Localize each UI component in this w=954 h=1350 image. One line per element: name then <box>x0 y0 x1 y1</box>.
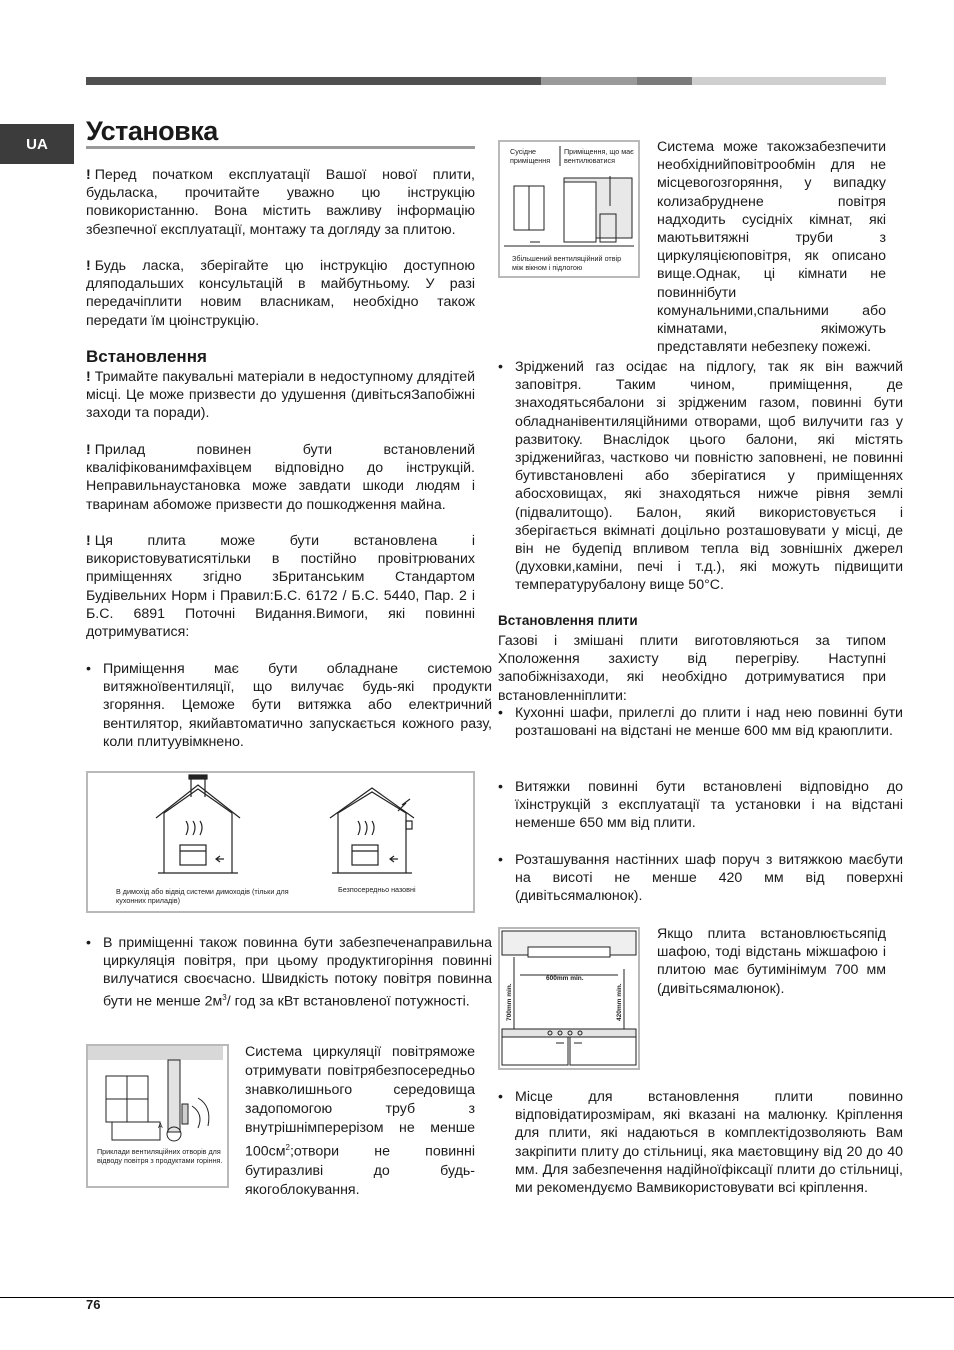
list-item: • В приміщенні також повинна бути забезпеченаправильна циркуляція повітря, при цьому продуктигоріння повинні вилучатися своєчасно. Швидкість потоку повітря повинна бути не менше $2м^3/$ год за кВт встановленої потужності. <box>86 935 492 1010</box>
paragraph-installation: Газові і змішані плити виготовляються за типом Xположення захисту від перегріву. Наступні запобіжнізаходи, які необхідно дотримуватися при встановленніплити: <box>498 633 886 704</box>
clearance-label-420: 420mm min. <box>616 983 623 1021</box>
list-item: • Розташування настінних шаф поруч з витяжкою маєбути на висоті не менше 420 мм від поверхні (дивітьсямалюнок). <box>498 852 903 905</box>
ventilation-figure-1 <box>86 771 475 913</box>
figure-label: Сусідне приміщення <box>510 147 551 165</box>
page-title: Установка <box>86 116 218 146</box>
figure-caption: Збільшений вентиляційний отвір між вікном і підлогою <box>512 254 622 272</box>
warning-icon: ! <box>86 533 91 549</box>
figure-caption: В димохід або відвід системи димоходів (тільки для кухонних приладів) <box>116 887 289 905</box>
footer-rule <box>0 1297 954 1298</box>
paragraph-circulation: Система циркуляції повітряможе отримувати повітрябезпосередньо знавколишнього середовища задопомогою труб з внутрішнімперерізом не менше $100см^2;отвори$ не повинні бутиразливі до будь-якогоблокування. <box>245 1044 475 1198</box>
figure-caption: Безпосередньо назовні <box>338 885 416 894</box>
clearance-label-700: 700mm min. <box>506 983 513 1021</box>
language-tab: UA <box>0 124 74 164</box>
warning-paragraph-2: ! Будь ласка, зберігайте цю інструкцію доступною дляподальших консультацій в майбутньому. У разі передачіплити новим власникам, необхідно також передати їм цюінструкцію. <box>86 258 475 329</box>
subsection-title: Встановлення плити <box>498 613 638 628</box>
paragraph-air-exchange-a <box>657 138 886 356</box>
clearance-label-600: 600mm min. <box>546 975 584 982</box>
list-item: • Кухонні шафи, прилеглі до плити і над нею повинні бути розташовані на відстані не менше 600 мм від краюплити. <box>498 705 903 740</box>
list-item: • Витяжки повинні бути встановлені відповідно до їхінструкцій з експлуатації та установки і на відстані неменше 650 мм від плити. <box>498 779 903 832</box>
figure-caption: Приклади вентиляційних отворів для відводу повітря з продуктами горіння. <box>97 1147 223 1165</box>
figure-label: Приміщення, що має вентилюватися <box>564 147 634 165</box>
paragraph-air-exchange-text: Система може такожзабезпечити необхіднийповітрообмін для не місцевогозгоряння, у випадку колизабруднене повітря надходить сусідніх кімнат, які маютьвитяжні труби з циркуляцієюповітря, як описано вище.Однак, ці кімнати не повиннібути комунальними,спальними або кімнатами, якіможуть представляти небезпеку пожежі. <box>657 139 886 356</box>
page-number: 76 <box>86 1297 101 1312</box>
warning-icon: ! <box>86 258 91 274</box>
warning-paragraph-4: ! Прилад повинен бути встановлений кваліфікованимфахівцем відповідно до інструкцій. Неправильнаустановка може завдати шкоди людям і тваринам абоможе призвести до пошкодження майна. <box>86 442 475 513</box>
list-item: • Місце для встановлення плити повинно відповідатирозмірам, які вказані на малюнку. Кріплення для плити, які надаються в комплектідозволяють Вам закріпити плиту до стільниці, яка маєтовщину від 20 до 40 мм. Для забезпечення надійноїфіксації плити до стільниці, ми рекомендуємо Вамвикористовувати всі кріплення. <box>498 1089 903 1197</box>
list-item: • Зріджений газ осідає на підлогу, так як він важчий заповітря. Таким чином, приміщення, де знаходятьсябалони зі зрідженим газом, повинні бути обладнанівентиляційними отворами, щоб вилучити газ у развитоку. Внаслідок цього балони, які містять зрідженийгаз, частково чи повністю заповнені, не повинні бутивстановлені або зберігатися у приміщеннях абосховищах, які знаходяться нижче рівня землі (підвалитощо). Балон, який використовується і зберігається вкімнаті доцільно розташовувати у місці, де він не будепід впливом тепла від зовнішніх джерел (духовки,каміни, печі і т.д.), які можуть підвищити температурубалону вище 50°C. <box>498 359 903 594</box>
paragraph-cabinet-distance: Якщо плита встановлюєтьсяпід шафою, тоді відстань міжшафою і плитою має бутимінімум 700 мм (дивітьсямалюнок). <box>657 926 886 997</box>
section-title: Встановлення <box>86 347 207 366</box>
warning-paragraph-1: ! Перед початком експлуатації Вашої нової плити, будьласка, прочитайте уважно цю інструкцію повикористанню. Вона містить важливу інформацію збезпечної експлуатації, монтажу та догляду за плитою. <box>86 167 475 238</box>
warning-paragraph-5: ! Ця плита може бути встановлена і використовуватисятільки в постійно провітрюваних приміщеннях згідно зБританським Стандартом Будівельних Норм і Правил:Б.С. 6172 / Б.С. 5440, Пар. 2 і Б.С. 6891 Поточні Видання.Вимоги, які повинні дотримуватися: <box>86 533 475 641</box>
warning-icon: ! <box>86 167 91 183</box>
warning-icon: ! <box>86 442 91 458</box>
air-vent-diagram <box>88 1046 227 1186</box>
hob-clearance-diagram <box>500 929 638 1068</box>
ventilation-figure-2 <box>86 1044 229 1188</box>
room-ventilation-figure <box>498 140 640 278</box>
warning-paragraph-3: ! Тримайте пакувальні матеріали в недоступному длядітей місці. Це може призвести до удушення (дивітьсяЗапобіжні заходи та поради). <box>86 369 475 422</box>
clearance-figure <box>498 927 640 1070</box>
warning-icon: ! <box>86 369 91 385</box>
vent-label-a: A <box>158 1123 163 1130</box>
list-item: • Приміщення має бути обладнане системою витяжноївентиляції, що вилучає будь-які продукти згоряння. Цеможе бути витяжка або електричний вентилятор, якийавтоматично запускається кожного разу, коли плитуувімкнено. <box>86 661 492 750</box>
title-underline <box>86 146 475 149</box>
